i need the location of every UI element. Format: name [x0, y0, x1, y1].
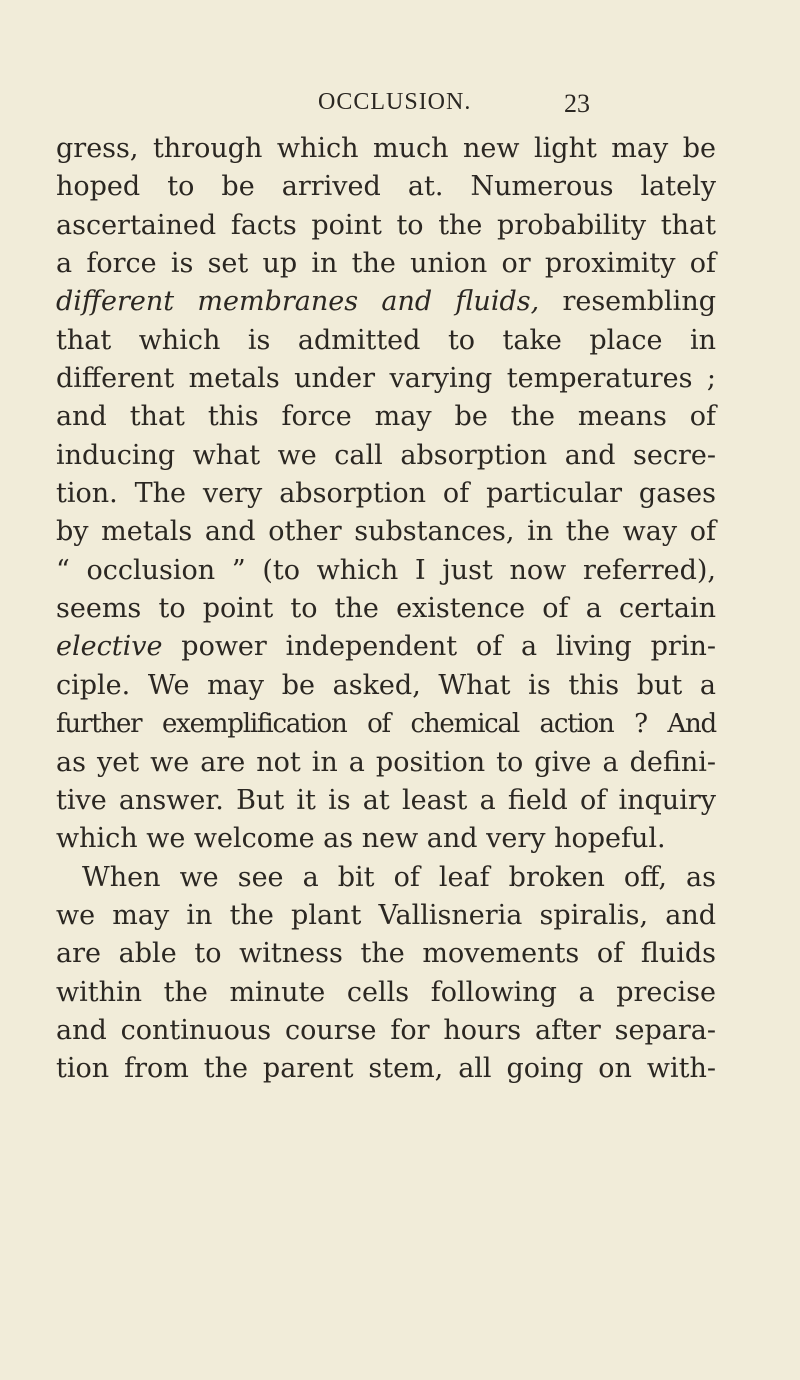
text-line: by metals and other substances, in the way of — [56, 516, 716, 548]
text-line: inducing what we call absorption and secre- — [56, 439, 716, 471]
text-line: as yet we are not in a position to give a defini- — [56, 746, 716, 778]
italic-phrase: different membranes and fluids, — [56, 286, 540, 318]
text-line: tion. The very absorption of particular gases — [56, 478, 716, 510]
italic-phrase: elective — [56, 631, 163, 663]
text-line: that which is admitted to take place in — [56, 324, 716, 356]
text-line: When we see a bit of leaf broken off, as — [82, 861, 716, 893]
text-line — [56, 283, 716, 321]
text-line — [56, 628, 716, 666]
running-head — [0, 87, 800, 117]
text-line: further exemplification of chemical action ? And — [56, 709, 716, 740]
text-line: a force is set up in the union or proximity of — [56, 248, 716, 280]
text-line: within the minute cells following a precise — [56, 976, 716, 1008]
text-line: we may in the plant Vallisneria spiralis, and — [56, 899, 716, 931]
text-run: power independent of a living prin- — [162, 631, 716, 663]
text-line: and that this force may be the means of — [56, 401, 716, 433]
text-line: tion from the parent stem, all going on with- — [56, 1053, 716, 1085]
text-line: gress, through which much new light may be — [56, 133, 716, 164]
running-title: OCCLUSION. — [318, 89, 472, 115]
text-line: seems to point to the existence of a certain — [56, 593, 716, 625]
text-line: tive answer. But it is at least a field of inquiry — [56, 784, 716, 816]
page-number: 23 — [564, 89, 590, 118]
body-text — [56, 130, 716, 1089]
text-line: which we welcome as new and very hopeful. — [56, 823, 666, 855]
text-line: different metals under varying temperatures ; — [56, 363, 716, 395]
text-run: resembling — [539, 286, 716, 318]
text-line: “ occlusion ” (to which I just now referred), — [56, 554, 716, 586]
text-line: and continuous course for hours after separa- — [56, 1014, 716, 1046]
text-line: ascertained facts point to the probability that — [56, 209, 716, 241]
text-line: ciple. We may be asked, What is this but a — [56, 669, 716, 701]
text-line: are able to witness the movements of fluids — [56, 938, 716, 970]
text-line: hoped to be arrived at. Numerous lately — [56, 171, 716, 203]
